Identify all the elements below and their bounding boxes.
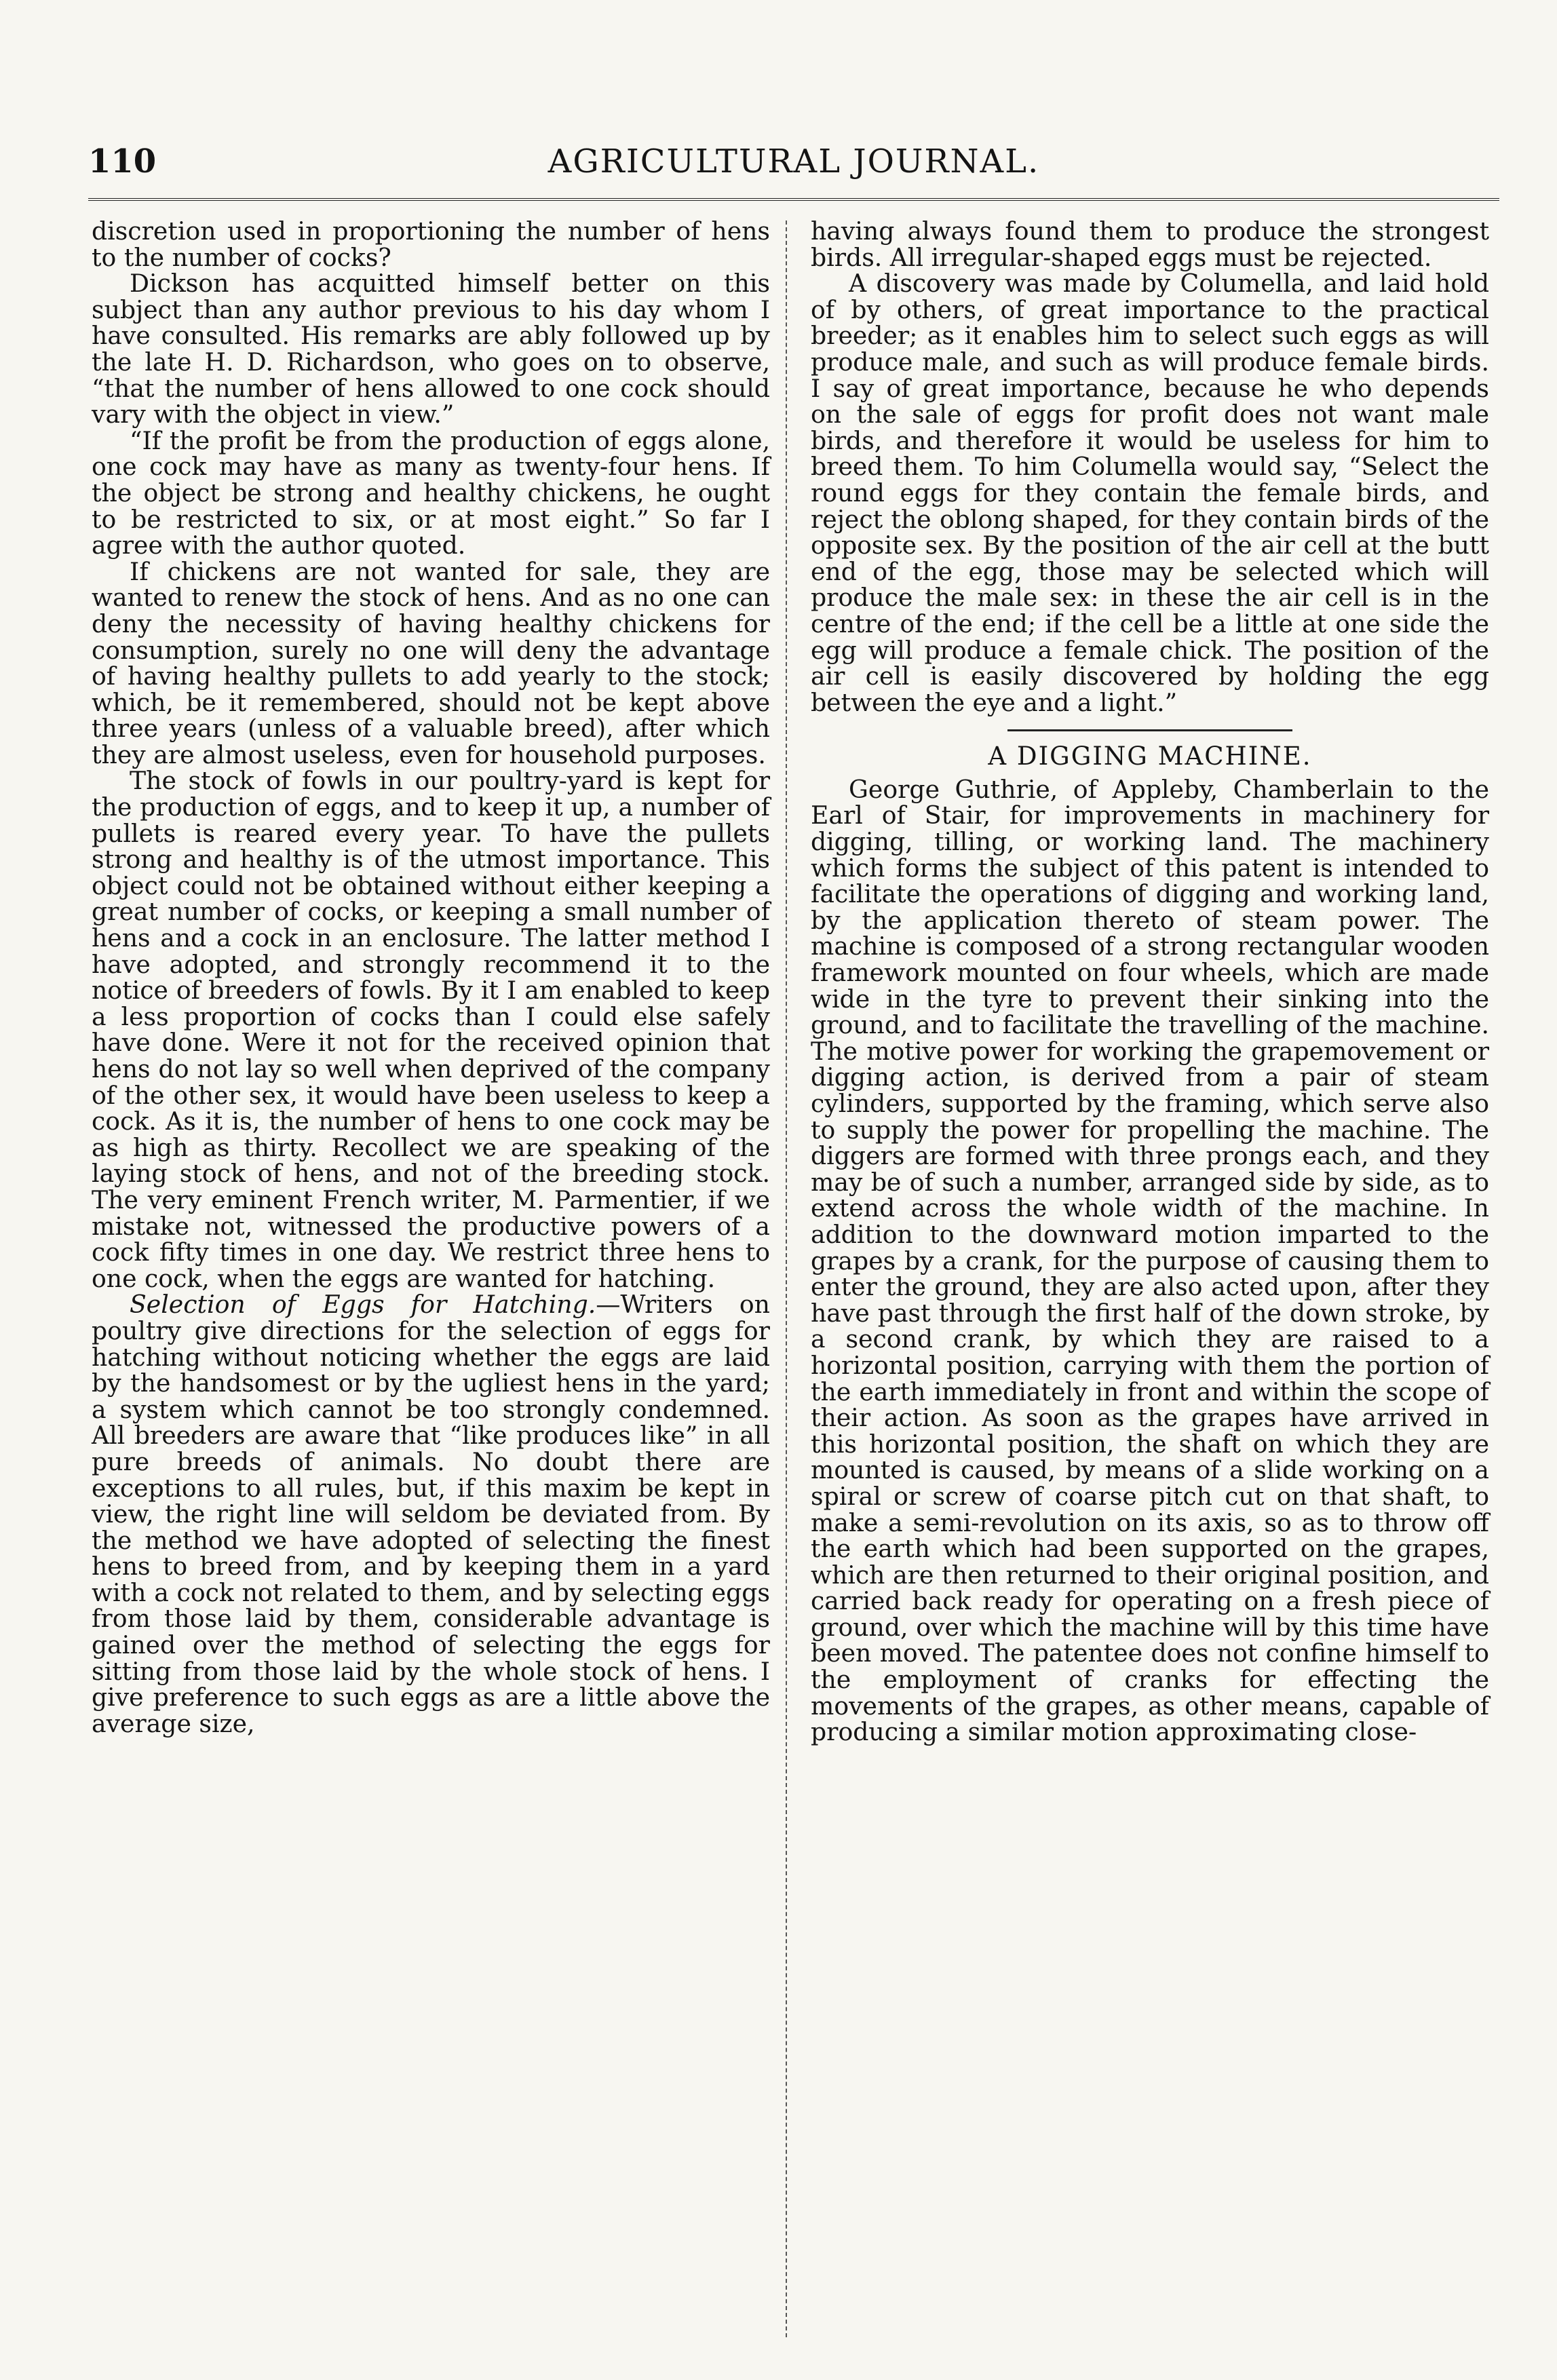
subheading-selection-of-eggs: Selection of Eggs for Hatching. <box>130 1290 596 1320</box>
paragraph: If chickens are not wanted for sale, they are wanted to renew the stock of hens. And as no one can deny the necessity of having healthy chickens for consumption, surely no one will deny the advantage of having healthy pullets to add yearly to the stock; which, be it remembered, should not be kept above three years (unless of a valuable breed), after which they are almost useless, even for household purposes. <box>92 556 770 769</box>
paragraph: discretion used in proportioning the number of hens to the number of cocks? <box>92 216 770 272</box>
paragraph: “If the profit be from the production of eggs alone, one cock may have as many as twenty-four hens. If the object be strong and healthy chickens, he ought to be restricted to six, or at most eight.” So far I agree with the author quoted. <box>92 425 770 560</box>
left-column <box>92 218 770 1737</box>
section-heading-digging-machine: A DIGGING MACHINE. <box>988 742 1312 771</box>
paragraph: Dickson has acquitted himself better on this subject than any author previous to his day whom I have consulted. His remarks are ably followed up by the late H. D. Richardson, who goes on to observe, “that the number of hens allowed to one cock should vary with the object in view.” <box>92 269 770 429</box>
paragraph: The stock of fowls in our poultry-yard is kept for the production of eggs, and to keep it up, a number of pullets is reared every year. To have the pullets strong and healthy is of the utmost importance. This object could not be obtained without either keeping a great number of cocks, or keeping a small number of hens and a cock in an enclosure. The latter method I have adopted, and strongly recommend it to the notice of breeders of fowls. By it I am enabled to keep a less proportion of cocks than I could else safely have done. Were it not for the received opinion that hens do not lay so well when deprived of the company of the other sex, it would have been useless to keep a cock. As it is, the number of hens to one cock may be as high as thirty. Recollect we are speaking of the laying stock of hens, and not of the breeding stock. The very eminent French writer, M. Parmentier, if we mistake not, witnessed the productive powers of a cock fifty times in one day. We restrict three hens to one cock, when the eggs are wanted for hatching. <box>92 766 770 1293</box>
page-header <box>88 136 1499 190</box>
paragraph: George Guthrie, of Appleby, Chamberlain to the Earl of Stair, for improvements in machinery for digging, tilling, or working land. The machinery which forms the subject of this patent is intended to facilitate the operations of digging and working land, by the application thereto of steam power. The machine is composed of a strong rectangular wooden framework mounted on four wheels, which are made wide in the tyre to prevent their sinking into the ground, and to facilitate the travelling of the machine. The motive power for working the grapemovement or digging action, is derived from a pair of steam cylinders, supported by the framing, which serve also to supply the power for propelling the machine. The diggers are formed with three prongs each, and they may be of such a number, arranged side by side, as to extend across the whole width of the machine. In addition to the downward motion imparted to the grapes by a crank, for the purpose of causing them to enter the ground, they are also acted upon, after they have past through the first half of the down stroke, by a second crank, by which they are raised to a horizontal position, carrying with them the portion of the earth immediately in front and within the scope of their action. As soon as the grapes have arrived in this horizontal position, the shaft on which they are mounted is caused, by means of a slide working on a spiral or screw of coarse pitch cut on that shaft, to make a semi-revolution on its axis, so as to throw off the earth which had been supported on the grapes, which are then returned to their original position, and carried back ready for operating on a fresh piece of ground, over which the machine will by this time have been moved. The patentee does not confine himself to the employment of cranks for effecting the movements of the grapes, as other means, capable of producing a similar motion approximating close- <box>811 774 1489 1747</box>
paragraph: A discovery was made by Columella, and laid hold of by others, of great importance to the practical breeder; as it enables him to select such eggs as will produce male, and such as will produce female birds. I say of great importance, because he who depends on the sale of eggs for profit does not want male birds, and therefore it would be useless for him to breed them. To him Columella would say, “Select the round eggs for they contain the female birds, and reject the oblong shaped, for they contain birds of the opposite sex. By the position of the air cell at the butt end of the egg, those may be selected which will produce the male sex: in these the air cell is in the centre of the end; if the cell be a little at one side the egg will produce a female chick. The position of the air cell is easily discovered by holding the egg between the eye and a light.” <box>811 269 1489 717</box>
header-rule <box>88 198 1499 201</box>
page-number: 110 <box>88 142 157 180</box>
paragraph-selection-of-eggs <box>92 1292 770 1737</box>
section-rule <box>1007 729 1292 731</box>
paragraph: having always found them to produce the strongest birds. All irregular-shaped eggs must be rejected. <box>811 216 1489 272</box>
right-column <box>811 218 1489 1746</box>
column-divider <box>786 220 787 2337</box>
paragraph-body: —Writers on poultry give directions for the selection of eggs for hatching without noticing whether the eggs are laid by the handsomest or by the ugliest hens in the yard; a system which cannot be too strongly condemned. All breeders are aware that “like produces like” in all pure breeds of animals. No doubt there are exceptions to all rules, but, if this maxim be kept in view, the right line will seldom be deviated from. By the method we have adopted of selecting the finest hens to breed from, and by keeping them in a yard with a cock not related to them, and by selecting eggs from those laid by them, considerable advantage is gained over the method of selecting the eggs for sitting from those laid by the whole stock of hens. I give preference to such eggs as are a little above the average size, <box>92 1290 770 1738</box>
journal-title: AGRICULTURAL JOURNAL. <box>547 142 1040 180</box>
